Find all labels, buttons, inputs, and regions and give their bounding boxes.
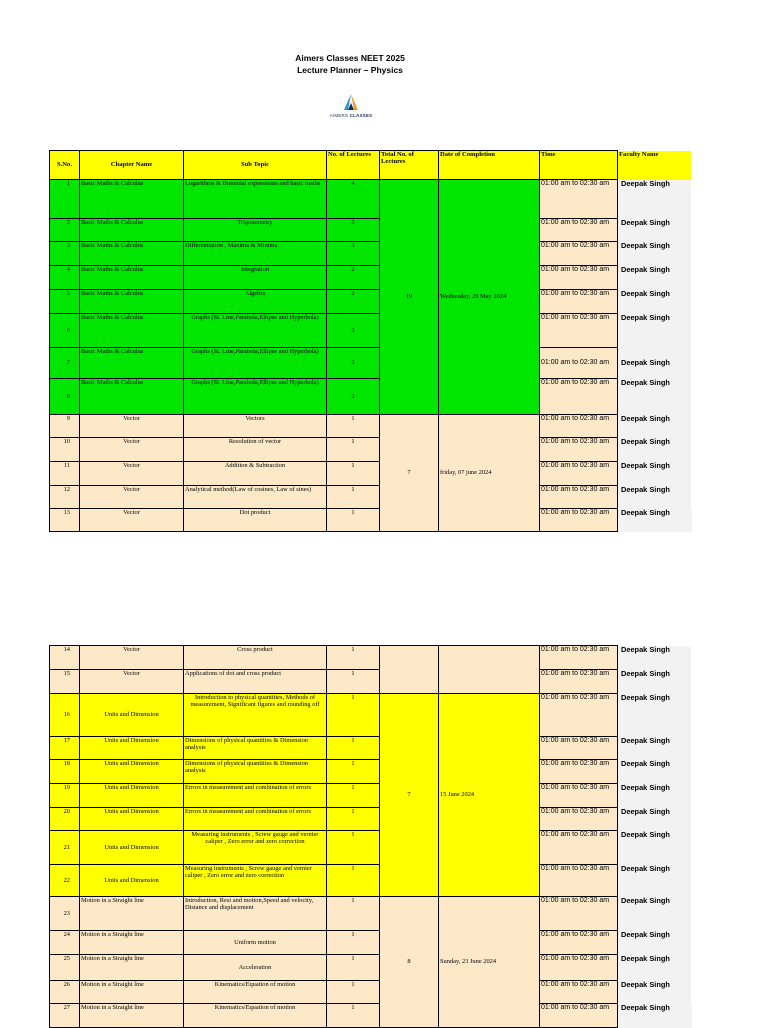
cell-total: 7: [380, 415, 439, 532]
planner-table-2: [49, 645, 692, 1028]
cell-time: 01:00 am to 02:30 am: [540, 808, 618, 831]
cell-lectures: 1: [327, 415, 380, 438]
cell-sno: 8: [50, 379, 80, 415]
cell-chapter: Basic Maths & Calculus: [80, 314, 184, 348]
cell-chapter: Vector: [80, 415, 184, 438]
cell-chapter: Vector: [80, 438, 184, 462]
cell-sno: 19: [50, 784, 80, 808]
cell-chapter: Vector: [80, 509, 184, 532]
cell-faculty: Deepak Singh: [618, 290, 692, 314]
cell-lectures: 1: [327, 897, 380, 931]
table-row: [50, 379, 692, 415]
cell-subtopic: Differentiation , Maxima & Minima: [184, 242, 327, 266]
cell-date: friday, 07 june 2024: [439, 415, 540, 532]
cell-faculty: Deepak Singh: [618, 694, 692, 737]
table-row: [50, 219, 692, 242]
cell-lectures: 1: [327, 931, 380, 955]
cell-sno: 23: [50, 897, 80, 931]
cell-lectures: 2: [327, 266, 380, 290]
cell-sno: 14: [50, 646, 80, 670]
cell-lectures: 1: [327, 509, 380, 532]
cell-subtopic: Kinematics/Equation of motion: [184, 981, 327, 1004]
table-header-row: [50, 151, 692, 180]
cell-chapter: Basic Maths & Calculus: [80, 242, 184, 266]
table-row: [50, 242, 692, 266]
cell-time: 01:00 am to 02:30 am: [540, 897, 618, 931]
table-row: [50, 981, 692, 1004]
cell-subtopic: Errors in measurement and combination of errors: [184, 808, 327, 831]
col-header-lectures: No. of Lectures: [327, 151, 380, 180]
cell-subtopic: Introduction, Rest and motion,Speed and velocity, Distance and displacement: [184, 897, 327, 931]
table-row: [50, 955, 692, 981]
cell-subtopic: Logarithms & Binomial expressions and basic maths: [184, 180, 327, 219]
cell-time: 01:00 am to 02:30 am: [540, 509, 618, 532]
cell-faculty: Deepak Singh: [618, 955, 692, 981]
cell-total: 19: [380, 180, 439, 415]
cell-faculty: Deepak Singh: [618, 808, 692, 831]
cell-faculty: Deepak Singh: [618, 509, 692, 532]
cell-faculty: Deepak Singh: [618, 737, 692, 760]
cell-time: 01:00 am to 02:30 am: [540, 348, 618, 379]
cell-time: 01:00 am to 02:30 am: [540, 737, 618, 760]
document-title: Aimers Classes NEET 2025: [295, 53, 405, 63]
cell-date: Wednesday, 29 May 2024: [439, 180, 540, 415]
col-header-faculty: Faculty Name: [618, 151, 692, 180]
col-header-subtopic: Sub Topic: [184, 151, 327, 180]
cell-time: 01:00 am to 02:30 am: [540, 981, 618, 1004]
cell-lectures: 1: [327, 831, 380, 865]
cell-faculty: Deepak Singh: [618, 931, 692, 955]
cell-faculty: Deepak Singh: [618, 1004, 692, 1028]
cell-subtopic: Dimensions of physical quantities & Dimension analysis: [184, 760, 327, 784]
cell-subtopic: Errors in measurement and combination of errors: [184, 784, 327, 808]
cell-time: 01:00 am to 02:30 am: [540, 486, 618, 509]
cell-time: 01:00 am to 02:30 am: [540, 180, 618, 219]
cell-sno: 9: [50, 415, 80, 438]
col-header-total: Total No. of Lectures: [380, 151, 439, 180]
table-row: [50, 931, 692, 955]
cell-chapter: Basic Maths & Calculus: [80, 266, 184, 290]
cell-subtopic: Measuring instruments , Screw gauge and vernier caliper , Zero error and zero correction: [184, 831, 327, 865]
cell-lectures: 2: [327, 219, 380, 242]
cell-chapter: Units and Dimension: [80, 784, 184, 808]
cell-sno: 17: [50, 737, 80, 760]
table-row: [50, 266, 692, 290]
cell-time: 01:00 am to 02:30 am: [540, 415, 618, 438]
table-row: [50, 462, 692, 486]
cell-date: Sunday, 23 June 2024: [439, 897, 540, 1028]
cell-time: 01:00 am to 02:30 am: [540, 831, 618, 865]
cell-chapter: Vector: [80, 646, 184, 670]
cell-lectures: 1: [327, 737, 380, 760]
cell-faculty: Deepak Singh: [618, 219, 692, 242]
cell-subtopic: Graphs (St. Line,Parabola,Ellipse and Hyperbola): [184, 348, 327, 379]
cell-sno: 6: [50, 314, 80, 348]
table-row: [50, 737, 692, 760]
cell-faculty: Deepak Singh: [618, 981, 692, 1004]
cell-subtopic: Measuring instruments , Screw gauge and vernier caliper , Zero error and zero correction: [184, 865, 327, 897]
cell-date: 15 June 2024: [439, 694, 540, 897]
cell-time: 01:00 am to 02:30 am: [540, 314, 618, 348]
cell-time: 01:00 am to 02:30 am: [540, 219, 618, 242]
cell-subtopic: Acceleration: [184, 955, 327, 981]
cell-lectures: 2: [327, 290, 380, 314]
cell-lectures: 1: [327, 955, 380, 981]
table-row: [50, 438, 692, 462]
cell-subtopic: Addition & Subtraction: [184, 462, 327, 486]
cell-time: 01:00 am to 02:30 am: [540, 1004, 618, 1028]
planner-table-1: [49, 150, 692, 532]
cell-subtopic: Cross product: [184, 646, 327, 670]
col-header-sno: S.No.: [50, 151, 80, 180]
cell-faculty: Deepak Singh: [618, 486, 692, 509]
cell-subtopic: Graphs (St. Line,Parabola,Ellipse and Hyperbola): [184, 379, 327, 415]
cell-lectures: 1: [327, 1004, 380, 1028]
document-subtitle: Lecture Planner – Physics: [297, 65, 403, 75]
cell-total: 8: [380, 897, 439, 1028]
cell-lectures: 1: [327, 486, 380, 509]
cell-subtopic: Dimensions of physical quantities & Dimension analysis: [184, 737, 327, 760]
cell-faculty: Deepak Singh: [618, 462, 692, 486]
cell-lectures: 1: [327, 808, 380, 831]
cell-lectures: 1: [327, 784, 380, 808]
cell-time: 01:00 am to 02:30 am: [540, 266, 618, 290]
cell-subtopic: Kinematics/Equation of motion: [184, 1004, 327, 1028]
col-header-chapter: Chapter Name: [80, 151, 184, 180]
cell-lectures: 1: [327, 760, 380, 784]
table-row: [50, 486, 692, 509]
cell-sno: 22: [50, 865, 80, 897]
cell-chapter: Basic Maths & Calculus: [80, 290, 184, 314]
cell-chapter: Units and Dimension: [80, 831, 184, 865]
cell-chapter: Units and Dimension: [80, 808, 184, 831]
cell-sno: 16: [50, 694, 80, 737]
cell-time: 01:00 am to 02:30 am: [540, 379, 618, 415]
cell-sno: 13: [50, 509, 80, 532]
cell-faculty: Deepak Singh: [618, 438, 692, 462]
cell-chapter: Motion in a Straight line: [80, 897, 184, 931]
cell-time: 01:00 am to 02:30 am: [540, 931, 618, 955]
cell-time: 01:00 am to 02:30 am: [540, 242, 618, 266]
aimers-logo: [328, 93, 374, 123]
cell-chapter: Units and Dimension: [80, 694, 184, 737]
col-header-date: Date of Completion: [439, 151, 540, 180]
table-row: [50, 670, 692, 694]
table-row: [50, 509, 692, 532]
cell-subtopic: Uniform motion: [184, 931, 327, 955]
table-row: [50, 808, 692, 831]
cell-sno: 21: [50, 831, 80, 865]
cell-chapter: Basic Maths & Calculus: [80, 180, 184, 219]
cell-subtopic: Applications of dot and cross product: [184, 670, 327, 694]
cell-faculty: Deepak Singh: [618, 379, 692, 415]
logo-text: AIMERS CLASSES: [329, 113, 373, 118]
cell-date: [439, 646, 540, 694]
table-row: [50, 290, 692, 314]
cell-subtopic: Graphs (St. Line,Parabola,Ellipse and Hyperbola): [184, 314, 327, 348]
cell-lectures: 1: [327, 694, 380, 737]
cell-chapter: Basic Maths & Calculus: [80, 348, 184, 379]
cell-time: 01:00 am to 02:30 am: [540, 694, 618, 737]
cell-time: 01:00 am to 02:30 am: [540, 955, 618, 981]
cell-sno: 27: [50, 1004, 80, 1028]
logo-triangle-icon: [328, 93, 374, 113]
cell-lectures: 1: [327, 865, 380, 897]
cell-sno: 4: [50, 266, 80, 290]
cell-lectures: 1: [327, 462, 380, 486]
cell-sno: 1: [50, 180, 80, 219]
cell-chapter: Motion in a Straight line: [80, 981, 184, 1004]
cell-time: 01:00 am to 02:30 am: [540, 784, 618, 808]
table-row: [50, 897, 692, 931]
table-row: [50, 831, 692, 865]
cell-faculty: Deepak Singh: [618, 760, 692, 784]
cell-faculty: Deepak Singh: [618, 415, 692, 438]
cell-chapter: Motion in a Straight line: [80, 1004, 184, 1028]
cell-faculty: Deepak Singh: [618, 897, 692, 931]
cell-time: 01:00 am to 02:30 am: [540, 646, 618, 670]
cell-chapter: Units and Dimension: [80, 737, 184, 760]
cell-sno: 18: [50, 760, 80, 784]
cell-lectures: 1: [327, 670, 380, 694]
cell-subtopic: Resolution of vector: [184, 438, 327, 462]
cell-faculty: Deepak Singh: [618, 266, 692, 290]
cell-faculty: Deepak Singh: [618, 865, 692, 897]
col-header-time: Time: [540, 151, 618, 180]
cell-time: 01:00 am to 02:30 am: [540, 760, 618, 784]
cell-chapter: Units and Dimension: [80, 865, 184, 897]
cell-sno: 24: [50, 931, 80, 955]
cell-subtopic: Introduction to physical quantities, Methods of measurement, Significant figures and rounding off: [184, 694, 327, 737]
cell-sno: 12: [50, 486, 80, 509]
cell-sno: 2: [50, 219, 80, 242]
table-row: [50, 646, 692, 670]
cell-chapter: Motion in a Straight line: [80, 931, 184, 955]
cell-sno: 7: [50, 348, 80, 379]
cell-sno: 11: [50, 462, 80, 486]
cell-total: 7: [380, 694, 439, 897]
cell-faculty: Deepak Singh: [618, 831, 692, 865]
cell-subtopic: Trigonometry: [184, 219, 327, 242]
cell-lectures: 1: [327, 646, 380, 670]
cell-faculty: Deepak Singh: [618, 646, 692, 670]
cell-sno: 3: [50, 242, 80, 266]
cell-chapter: Basic Maths & Calculus: [80, 379, 184, 415]
cell-sno: 26: [50, 981, 80, 1004]
table-row: [50, 314, 692, 348]
table-row: [50, 694, 692, 737]
table-row: [50, 415, 692, 438]
table-row: [50, 180, 692, 219]
cell-sno: 25: [50, 955, 80, 981]
cell-lectures: 1: [327, 981, 380, 1004]
cell-subtopic: Algebra: [184, 290, 327, 314]
cell-time: 01:00 am to 02:30 am: [540, 438, 618, 462]
cell-sno: 10: [50, 438, 80, 462]
cell-lectures: 4: [327, 180, 380, 219]
cell-time: 01:00 am to 02:30 am: [540, 290, 618, 314]
cell-chapter: Vector: [80, 462, 184, 486]
cell-lectures: 3: [327, 242, 380, 266]
cell-lectures: 2: [327, 314, 380, 348]
cell-chapter: Units and Dimension: [80, 760, 184, 784]
cell-faculty: Deepak Singh: [618, 784, 692, 808]
cell-lectures: 2: [327, 348, 380, 379]
cell-faculty: Deepak Singh: [618, 348, 692, 379]
cell-total: [380, 646, 439, 694]
table-row: [50, 760, 692, 784]
cell-subtopic: Analytical method(Law of cosines, Law of sines): [184, 486, 327, 509]
cell-time: 01:00 am to 02:30 am: [540, 865, 618, 897]
cell-subtopic: Dot product: [184, 509, 327, 532]
cell-sno: 5: [50, 290, 80, 314]
cell-chapter: Basic Maths & Calculus: [80, 219, 184, 242]
cell-sno: 20: [50, 808, 80, 831]
cell-subtopic: Integration: [184, 266, 327, 290]
cell-faculty: Deepak Singh: [618, 180, 692, 219]
cell-subtopic: Vectors: [184, 415, 327, 438]
table-row: [50, 348, 692, 379]
cell-chapter: Vector: [80, 486, 184, 509]
cell-lectures: 2: [327, 379, 380, 415]
document-header: [0, 52, 700, 76]
cell-faculty: Deepak Singh: [618, 314, 692, 348]
table-row: [50, 784, 692, 808]
cell-time: 01:00 am to 02:30 am: [540, 670, 618, 694]
cell-chapter: Vector: [80, 670, 184, 694]
cell-faculty: Deepak Singh: [618, 242, 692, 266]
cell-lectures: 1: [327, 438, 380, 462]
cell-sno: 15: [50, 670, 80, 694]
cell-faculty: Deepak Singh: [618, 670, 692, 694]
table-row: [50, 865, 692, 897]
cell-time: 01:00 am to 02:30 am: [540, 462, 618, 486]
cell-chapter: Motion in a Straight line: [80, 955, 184, 981]
